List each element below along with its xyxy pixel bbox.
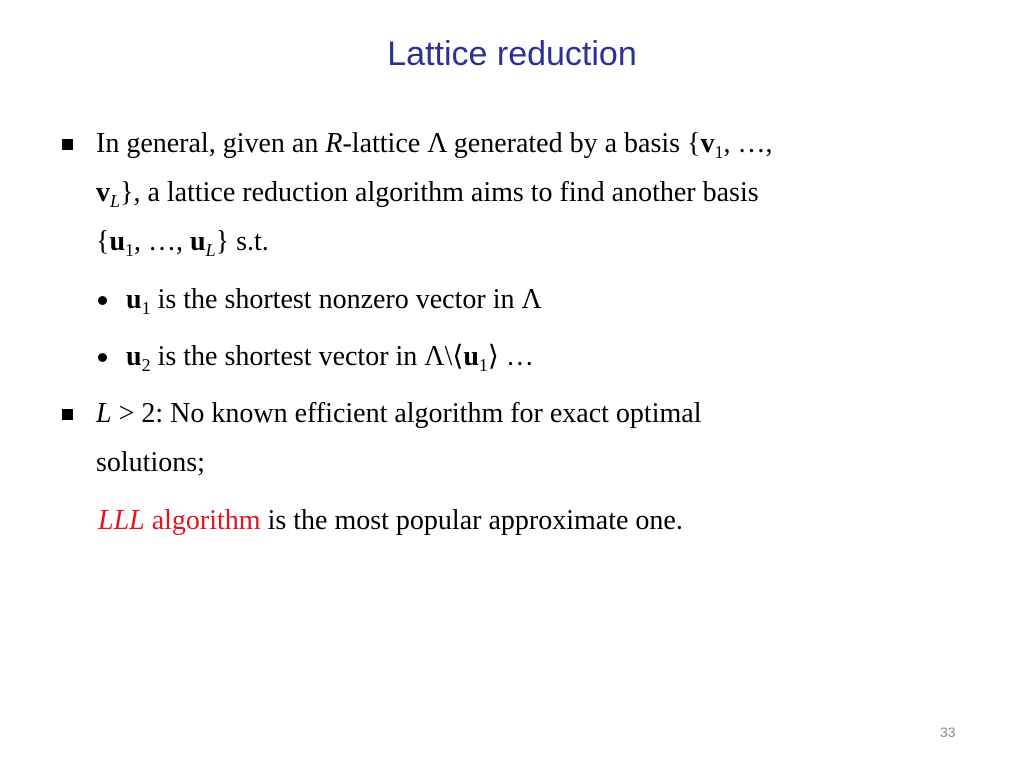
lll-line <box>98 504 683 538</box>
dot-bullet-icon <box>98 353 107 362</box>
bullet-1-line-1 <box>96 127 772 161</box>
text-segment: -lattice <box>342 128 428 159</box>
text-segment: ⟩ … <box>487 341 534 372</box>
text-segment: }, a lattice reduction algorithm aims to find another basis <box>120 177 759 208</box>
algorithm-term: algorithm <box>144 505 261 536</box>
text-segment: , …, <box>723 128 773 159</box>
text-segment: is the shortest nonzero vector in Λ <box>150 284 542 315</box>
text-segment: solutions; <box>96 447 205 478</box>
vector-u: u <box>126 284 142 315</box>
subscript: 1 <box>141 298 151 318</box>
vector-u: u <box>463 341 479 372</box>
subscript: 1 <box>125 240 135 260</box>
math-lambda: Λ <box>427 128 447 159</box>
subscript: L <box>205 240 216 260</box>
vector-v: v <box>96 177 110 208</box>
sub-bullet-1 <box>126 283 542 317</box>
subscript: L <box>110 191 121 211</box>
text-segment: generated by a basis { <box>446 128 701 159</box>
bullet-2-line-1 <box>96 397 701 431</box>
page-number: 33 <box>940 724 956 740</box>
text-segment: is the most popular approximate one. <box>260 505 683 536</box>
vector-u: u <box>190 226 206 257</box>
text-segment: } s.t. <box>215 226 269 257</box>
vector-v: v <box>700 128 715 159</box>
text-segment: is the shortest vector in Λ\⟨ <box>150 341 464 372</box>
text-segment: In general, given an <box>96 128 326 159</box>
math-r: R <box>325 128 343 159</box>
subscript: 1 <box>714 142 724 162</box>
text-segment: , …, <box>134 226 191 257</box>
bullet-1-line-2 <box>96 176 759 210</box>
sub-bullet-2 <box>126 340 534 374</box>
lll-term: LLL <box>98 505 145 536</box>
math-l: L <box>96 398 112 429</box>
text-segment: > 2: No known efficient algorithm for exact optimal <box>111 398 702 429</box>
subscript: 1 <box>478 355 488 375</box>
vector-u: u <box>109 226 126 257</box>
bullet-2-line-2 <box>96 446 205 480</box>
vector-u: u <box>126 341 142 372</box>
subscript: 2 <box>141 355 151 375</box>
dot-bullet-icon <box>98 296 107 305</box>
square-bullet-icon <box>62 139 73 150</box>
square-bullet-icon <box>62 409 73 420</box>
slide-title: Lattice reduction <box>387 35 637 73</box>
text-segment: { <box>96 226 110 257</box>
bullet-1-line-3 <box>96 225 269 259</box>
